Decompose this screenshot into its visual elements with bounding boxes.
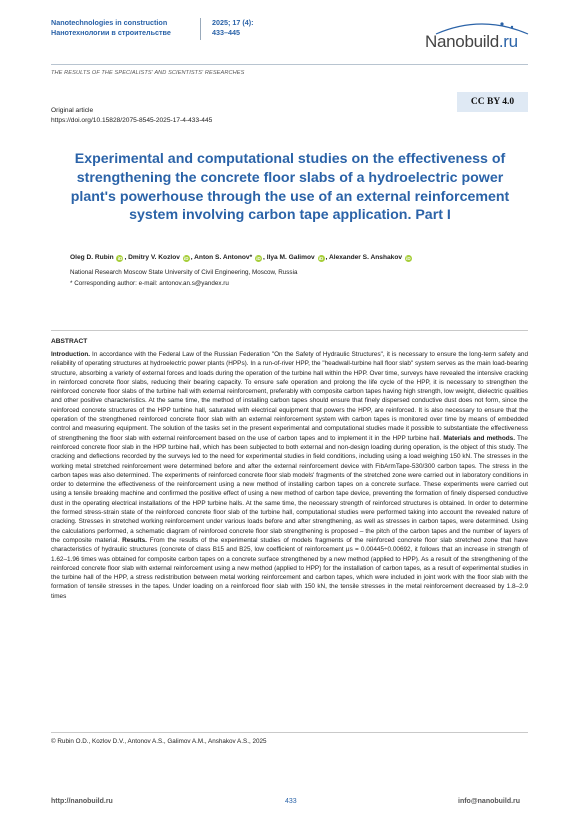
author-separator: , — [190, 254, 195, 261]
logo-ru: .ru — [498, 32, 518, 51]
methods-label: Materials and methods. — [443, 434, 515, 442]
abstract-heading: ABSTRACT — [51, 338, 88, 345]
abstract-body — [51, 350, 528, 601]
results-text: From the results of the experimental studies of models fragments of the reinforced concrete floor slab stretched zone that have characteristics of hydraulic structures (concrete of class B15 and B25, low coefficient of reinforcement μs = 0.00445÷0.00692, it follows that an increase in strength of 1.62–1.96 times was obtained for composite carbon tapes on a concrete surface strengthened by a new method (applied to HPP). As a result of the strengthening of the reinforced concrete floor slab with external reinforcement using a new method (applied to HPP) for the installation of carbon tapes, as a result of experimental studies in the turbine hall of the HPP, a stress redistribution between metal working reinforcement and carbon tapes, which were included in joint work with the floor slab with the formation of tensile stresses in the tapes. Under loading on a reinforced floor slab with 150 kN, the tensile stresses in the metal reinforcement decreased by 1.8–2.9 times — [51, 536, 528, 600]
results-label: Results. — [122, 536, 147, 544]
methods-text: The reinforced concrete floor slab in the HPP turbine hall, which has been subjected to both external and non-design loading during operation, is the object of this study. The cracking and deflections recorded by the surveys led to the need for experimental studies in field conditions, including using a load weighing 150 kN. The stresses in the working metal stretched reinforcement were determined before and after the external reinforcement device with FibArmTape-530/300 carbon tapes. The stress in the carbon tapes was also determined. The experiments of reinforced concrete floor slab models' fragments of the stretched zone were carried out in laboratory conditions in order to determine the effectiveness of the reinforcement using a new method of installing carbon tapes on a concrete surface. These experiments were carried out using a tensile breaking machine and confirmed the positive effect of using a new method of carbon tape device, preventing the formation of finely dispersed conductive dust in the operating electrical installations of the HPP turbine halls. At the same time, the necessary strength of reinforced structures is obtained. In order to determine the formed stress-strain state of the reinforced concrete floor slab of the turbine hall, computational studies were performed taking into account the revealed nature of cracking. Stresses in stretched working reinforcement under various loads before and after strengthening, as well as stresses in carbon tapes, were determined. Using the calculations performed, a schematic diagram of reinforced concrete floor slab strengthening is proposed – the pitch of the carbon tapes and the number of layers of the composite material. — [51, 434, 528, 544]
corresponding-author: * Corresponding author: e-mail: antonov.an.s@yandex.ru — [70, 280, 229, 287]
affiliation: National Research Moscow State University of Civil Engineering, Moscow, Russia — [70, 269, 298, 276]
intro-label: Introduction. — [51, 351, 91, 358]
author-name: Oleg D. Rubin — [70, 254, 114, 261]
doi-link[interactable]: https://doi.org/10.15828/2075-8545-2025-17-4-433-445 — [51, 117, 213, 124]
page-number: 433 — [285, 798, 297, 805]
page-range: 433–445 — [212, 28, 240, 37]
journal-name-ru: Нанотехнологии в строительстве — [51, 28, 171, 37]
author-name: Dmitry V. Kozlov — [128, 254, 180, 261]
header-divider — [51, 64, 528, 65]
copyright-notice: © Rubin O.D., Kozlov D.V., Antonov A.S., Galimov A.M., Anshakov A.S., 2025 — [51, 738, 267, 745]
author-list — [70, 254, 413, 262]
article-type: Original article — [51, 107, 94, 114]
article-title: Experimental and computational studies on the effectiveness of strengthening the concrete floor slabs of a hydroelectric power plant's powerhouse through the use of an external reinforcement system involving carbon tape application. Part I — [70, 151, 510, 224]
article-meta — [51, 106, 212, 126]
journal-name-en: Nanotechnologies in construction — [51, 18, 168, 27]
intro-text: In accordance with the Federal Law of the Russian Federation "On the Safety of Hydraulic Structures", it is necessary to ensure the long-term safety and reliability of operating structures at hydroelectric power plants (HPPs). In a run-of-river HPP, the "headwall-turbine hall floor slab" system serves as the main load-bearing structure, absorbing a variety of external forces and loads during the operation of the turbine hall within the HPP. Over time, surveys have revealed the intensive cracking in reinforced concrete floor slabs, reducing their bearing capacity. To ensure safe operation and prolong the life cycle of the HPP, it is necessary to strengthen the reinforced concrete floor slabs of the turbine hall with external reinforcement, preferably with composite carbon tapes having high strength, low weight, dielectric qualities and other positive characteristics. At the same time, the method of installing carbon tapes should ensure that finely dispersed conductive dust does not form, since the reinforced concrete structures of the HPP turbine hall, saturated with electrical equipment that powers the HPP, are reinforced. It is also necessary to ensure that the operation of the strengthened reinforced concrete floor slab with an external reinforcement system with carbon tapes is monitored over time by means of embedded control and measuring equipment. The solution of the tasks set in the present experimental and computational studies made it possible to substantiate the effectiveness of strengthening the floor slab with external reinforcement based on the use of carbon tapes and to implement it in the HPP turbine hall. — [51, 351, 528, 442]
volume-issue: 2025; 17 (4): — [212, 18, 254, 27]
logo-main: Nanobuild — [425, 32, 499, 51]
author-separator: , — [124, 254, 129, 261]
footer-site-link[interactable]: http://nanobuild.ru — [51, 798, 113, 805]
orcid-icon[interactable]: iD — [184, 256, 189, 261]
author-name: Alexander S. Anshakov — [328, 254, 403, 261]
author-separator: , — [325, 254, 329, 261]
orcid-icon[interactable]: iD — [318, 256, 324, 261]
orcid-icon[interactable]: iD — [117, 256, 123, 261]
author-name: Ilya M. Galimov — [266, 254, 315, 261]
abstract-divider — [51, 330, 528, 331]
volume-info — [200, 18, 254, 40]
orcid-icon[interactable]: iD — [256, 256, 261, 261]
affiliation-block — [70, 267, 297, 289]
author-separator: , — [263, 254, 267, 261]
footer-email-link[interactable]: info@nanobuild.ru — [458, 798, 521, 805]
author-name: Anton S. Antonov* — [194, 254, 253, 261]
section-label: THE RESULTS OF THE SPECIALISTS' AND SCIENTISTS' RESEARCHES — [51, 70, 245, 76]
orcid-icon[interactable]: iD — [406, 256, 411, 261]
journal-name — [51, 18, 171, 38]
nanobuild-logo[interactable] — [425, 32, 518, 52]
license-badge[interactable]: CC BY 4.0 — [457, 92, 528, 112]
footnote-divider — [51, 732, 528, 733]
